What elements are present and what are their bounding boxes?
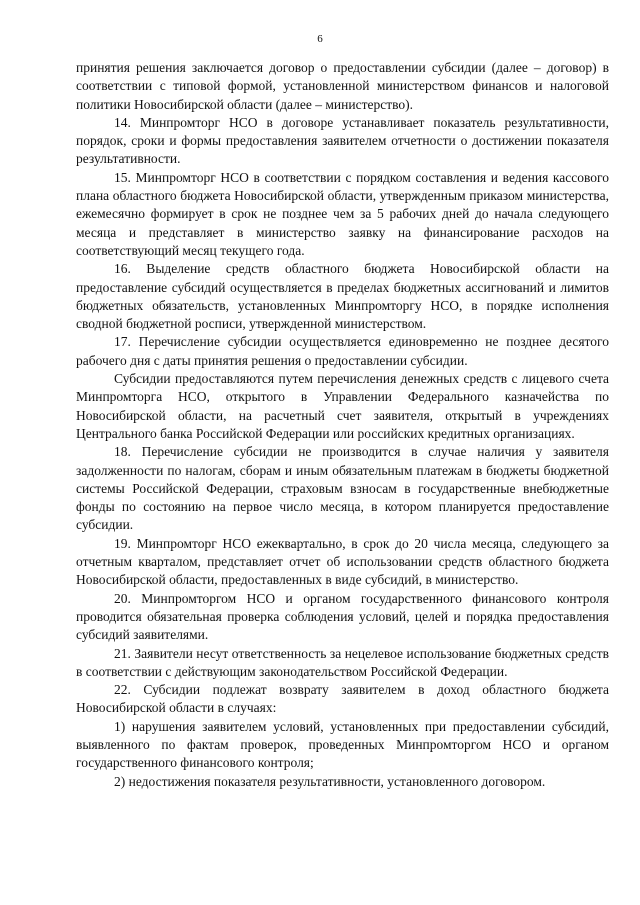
paragraph-clause-14: 14. Минпромторг НСО в договоре устанавливает показатель результативности, порядок, сроки и формы предоставления заявителем отчетности о достижении показателя результативности. xyxy=(76,114,609,167)
paragraph-clause-20: 20. Минпромторгом НСО и органом государственного финансового контроля проводится обязательная проверка соблюдения условий, целей и порядка предоставления субсидий заявителями. xyxy=(76,590,609,643)
paragraph-continuation: принятия решения заключается договор о предоставлении субсидии (далее – договор) в соответствии с типовой формой, установленной министерством финансов и налоговой политики Новосибирской области (далее – министерство). xyxy=(76,60,609,112)
paragraph-clause-19: 19. Минпромторг НСО ежеквартально, в срок до 20 числа месяца, следующего за отчетным кварталом, представляет отчет об использовании средств областного бюджета Новосибирской области, предоставленных в виде субсидий, в министерство. xyxy=(76,535,609,588)
paragraph-clause-21: 21. Заявители несут ответственность за нецелевое использование бюджетных средств в соответствии с действующим законодательством Российской Федерации. xyxy=(76,645,609,679)
paragraph-clause-17: 17. Перечисление субсидии осуществляется единовременно не позднее десятого рабочего дня с даты принятия решения о предоставлении субсидии. xyxy=(76,334,609,368)
page-number: 6 xyxy=(317,33,323,45)
paragraph-clause-15: 15. Минпромторг НСО в соответствии с порядком составления и ведения кассового плана областного бюджета Новосибирской области, утвержденным приказом министерства, ежемесячно формирует в срок не позднее чем за 5 рабочих дней до начала следующего месяца и представляет в министерство заявку на финансирование расходов на соответствующий месяц текущего года. xyxy=(76,169,609,258)
paragraph-clause-16: 16. Выделение средств областного бюджета Новосибирской области на предоставление субсидий осуществляется в пределах бюджетных ассигнований и лимитов бюджетных обязательств, установленных Минпромторгу НСО, в порядке исполнения сводной бюджетной росписи, утвержденной министерством. xyxy=(76,261,609,332)
paragraph-clause-18: 18. Перечисление субсидии не производится в случае наличия у заявителя задолженности по налогам, сборам и иным обязательным платежам в бюджеты бюджетной системы Российской Федерации, страховым взносам в государственные внебюджетные фонды по состоянию на первое число месяца, в котором планируется предоставление субсидии. xyxy=(76,444,609,533)
paragraph-clause-22: 22. Субсидии подлежат возврату заявителем в доход областного бюджета Новосибирской области в случаях: xyxy=(76,682,609,716)
paragraph-clause-22-item-2: 2) недостижения показателя результативности, установленного договором. xyxy=(114,773,546,789)
document-body xyxy=(76,59,609,791)
paragraph-clause-17-subsidy-transfer: Субсидии предоставляются путем перечисления денежных средств с лицевого счета Минпромторга НСО, открытого в Управлении Федерального казначейства по Новосибирской области, на расчетный счет заявителя, открытый в учреждениях Центрального банка Российской Федерации или российских кредитных организациях. xyxy=(76,371,609,441)
paragraph-clause-22-item-1: 1) нарушения заявителем условий, установленных при предоставлении субсидий, выявленного по фактам проверок, проведенных Минпромторгом НСО и органом государственного финансового контроля; xyxy=(76,718,609,771)
